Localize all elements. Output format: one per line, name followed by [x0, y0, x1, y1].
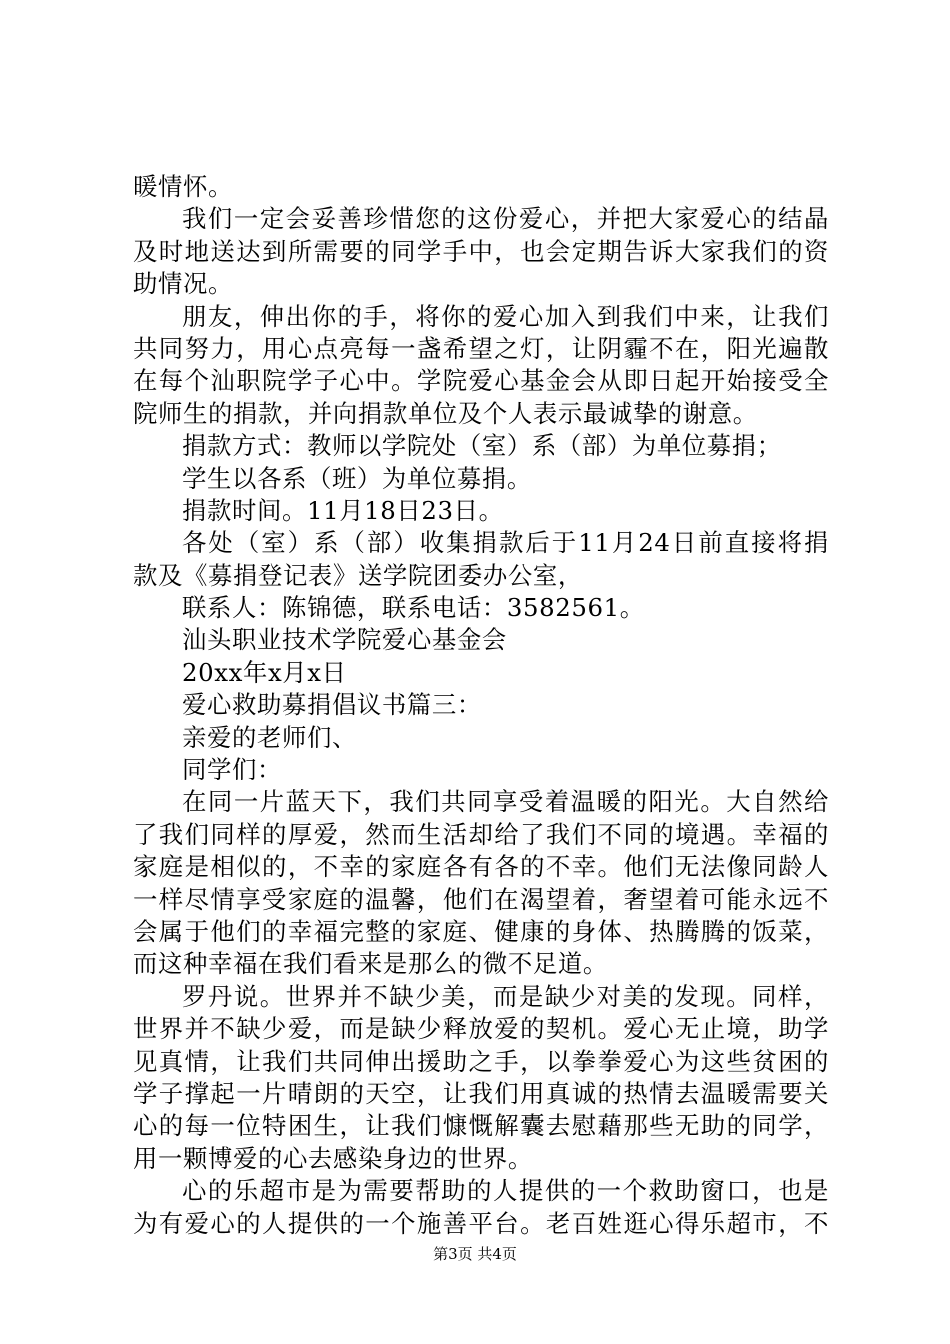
text-line: 世界并不缺少爱，而是缺少释放爱的契机。爱心无止境，助学: [133, 1014, 829, 1044]
text-line: 朋友，伸出你的手，将你的爱心加入到我们中来，让我们: [182, 301, 829, 331]
text-line: 为有爱心的人提供的一个施善平台。老百姓逛心得乐超市，不: [133, 1208, 829, 1238]
text-line: 暖情怀。: [133, 172, 233, 201]
text-line: 在同一片蓝天下，我们共同享受着温暖的阳光。大自然给: [182, 787, 829, 817]
text-line: 心的每一位特困生，让我们慷慨解囊去慰藉那些无助的同学，: [133, 1111, 829, 1141]
text-line: 助情况。: [133, 269, 233, 299]
text-line: 20xx年x月x日: [182, 657, 347, 687]
text-line: 一样尽情享受家庭的温馨，他们在渴望着，奢望着可能永远不: [133, 884, 829, 914]
text-line: 联系人：陈锦德，联系电话：3582561。: [182, 593, 645, 623]
text-line: 院师生的捐款，并向捐款单位及个人表示最诚挚的谢意。: [133, 398, 758, 428]
text-line: 同学们：: [182, 755, 282, 785]
text-line: 了我们同样的厚爱，然而生活却给了我们不同的境遇。幸福的: [133, 819, 829, 849]
text-line: 而这种幸福在我们看来是那么的微不足道。: [133, 949, 608, 979]
text-line: 及时地送达到所需要的同学手中，也会定期告诉大家我们的资: [133, 236, 829, 266]
text-line: 会属于他们的幸福完整的家庭、健康的身体、热腾腾的饭菜，: [133, 916, 829, 946]
text-line: 亲爱的老师们、: [182, 722, 357, 752]
text-line: 各处（室）系（部）收集捐款后于11月24日前直接将捐: [182, 528, 829, 558]
text-line: 学生以各系（班）为单位募捐。: [182, 463, 532, 493]
text-line: 我们一定会妥善珍惜您的这份爱心，并把大家爱心的结晶: [182, 204, 829, 234]
text-line: 捐款时间。11月18日23日。: [182, 495, 504, 525]
text-line: 捐款方式：教师以学院处（室）系（部）为单位募捐；: [182, 431, 782, 461]
page-footer: 第3页 共4页: [433, 1245, 517, 1263]
text-line: 汕头职业技术学院爱心基金会: [182, 625, 507, 655]
text-line: 见真情，让我们共同伸出援助之手，以拳拳爱心为这些贫困的: [133, 1046, 829, 1076]
text-line: 学子撑起一片晴朗的天空，让我们用真诚的热情去温暖需要关: [133, 1078, 829, 1108]
text-line: 家庭是相似的，不幸的家庭各有各的不幸。他们无法像同龄人: [133, 852, 829, 882]
text-line: 共同努力，用心点亮每一盏希望之灯，让阴霾不在，阳光遍散: [133, 333, 829, 363]
text-line: 在每个汕职院学子心中。学院爱心基金会从即日起开始接受全: [133, 366, 829, 396]
document-body: [133, 171, 829, 1240]
text-line: 罗丹说。世界并不缺少美，而是缺少对美的发现。同样，: [182, 981, 829, 1011]
text-line: 用一颗博爱的心去感染身边的世界。: [133, 1143, 533, 1173]
text-line: 心的乐超市是为需要帮助的人提供的一个救助窗口，也是: [182, 1176, 829, 1206]
text-line: 款及《募捐登记表》送学院团委办公室，: [133, 560, 583, 590]
text-line: 爱心救助募捐倡议书篇三：: [182, 690, 482, 720]
